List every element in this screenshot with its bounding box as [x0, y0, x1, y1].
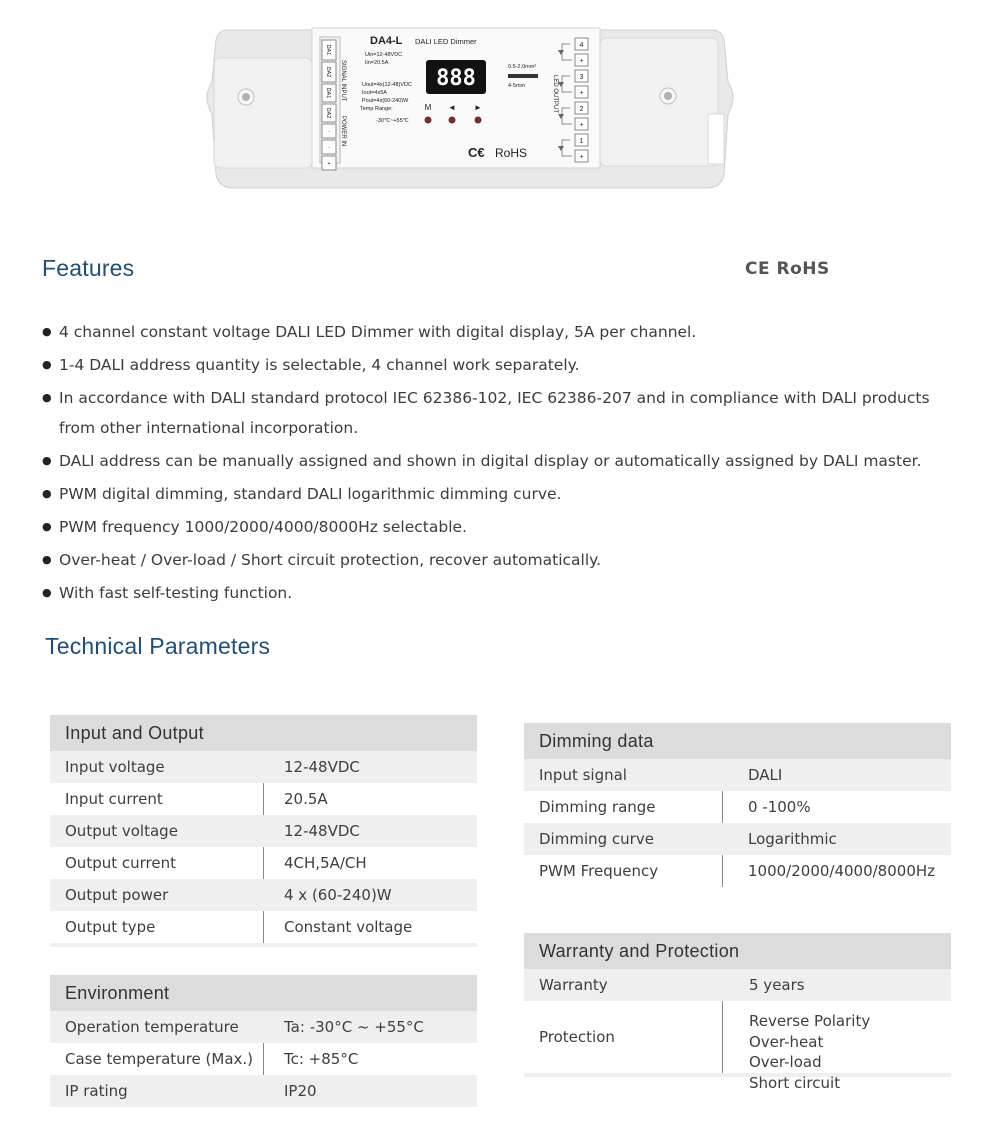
param-value: 4 x (60-240)W — [284, 886, 392, 904]
features-heading: Features — [42, 255, 135, 281]
display-digits: 888 — [436, 66, 476, 91]
param-name: Dimming range — [539, 798, 656, 816]
param-value: Constant voltage — [284, 918, 413, 936]
param-name: Protection — [539, 1028, 615, 1046]
param-name: Operation temperature — [65, 1018, 239, 1036]
param-name: Input current — [65, 790, 163, 808]
spec-line: Iin=20.5A — [365, 60, 389, 66]
output-terminal-label: 2 — [579, 106, 584, 113]
list-item: ● PWM frequency 1000/2000/4000/8000Hz selectable. — [42, 512, 962, 542]
output-terminal-label: 1 — [579, 138, 584, 145]
table-row — [524, 823, 951, 855]
environment-table — [50, 975, 477, 1107]
product-image — [200, 22, 740, 192]
technical-parameters-heading: Technical Parameters — [45, 633, 271, 659]
digital-display — [426, 60, 486, 94]
table-row — [50, 1075, 477, 1107]
spec-line: -30℃~+55℃ — [376, 118, 409, 124]
table-title: Warranty and Protection — [524, 933, 951, 969]
ce-rohs-label: CE RoHS — [745, 259, 830, 279]
param-value: 4CH,5A/CH — [284, 854, 367, 872]
list-item: Over-heat — [749, 1032, 824, 1051]
features-list — [42, 317, 962, 611]
output-terminal-label: 3 — [579, 74, 584, 81]
wire-icon — [508, 74, 538, 78]
spec-line: Temp Range: — [360, 106, 393, 112]
right-screw-icon — [660, 88, 676, 104]
param-name: Input voltage — [65, 758, 165, 776]
list-item: ● 4 channel constant voltage DALI LED Dimmer with digital display, 5A per channel. — [42, 317, 962, 347]
list-item: ● With fast self-testing function. — [42, 578, 962, 608]
param-name: Warranty — [539, 976, 608, 994]
output-terminal-label: + — [579, 154, 584, 161]
table-bottom-bar — [50, 943, 477, 947]
table-title: Environment — [50, 975, 477, 1011]
table-row — [524, 1001, 951, 1092]
input-output-table — [50, 715, 477, 947]
terminal-label: DA1 — [325, 44, 331, 56]
param-value: Tc: +85°C — [284, 1050, 359, 1068]
output-terminal-label: + — [579, 122, 584, 129]
param-value — [749, 1011, 870, 1093]
output-terminal-label: + — [579, 90, 584, 97]
device-button-label: ◄ — [448, 103, 456, 112]
table-row — [50, 1011, 477, 1043]
list-item: ● In accordance with DALI standard protocol IEC 62386-102, IEC 62386-207 and in compliance with DALI products from other international incorporation. — [42, 383, 962, 443]
table-row — [50, 1043, 477, 1075]
spec-line: Uin=12-48VDC — [365, 52, 403, 58]
wire-strip-label: 4-5mm — [508, 83, 526, 89]
device-name: DALI LED Dimmer — [415, 37, 477, 46]
param-name: Dimming curve — [539, 830, 654, 848]
terminal-label: DA2 — [325, 66, 331, 78]
list-item: ● PWM digital dimming, standard DALI logarithmic dimming curve. — [42, 479, 962, 509]
wire-gauge-label: 0.5-2.0mm² — [508, 64, 537, 70]
param-name: PWM Frequency — [539, 862, 659, 880]
param-value: 12-48VDC — [284, 758, 360, 776]
table-row — [50, 911, 477, 943]
power-in-label: POWER IN — [340, 116, 346, 147]
table-row — [524, 791, 951, 823]
device-button-label: ► — [474, 103, 482, 112]
device-rohs-mark: RoHS — [495, 146, 528, 160]
param-value: IP20 — [284, 1082, 317, 1100]
spec-line: Uout=4x(12-48)VDC — [362, 82, 412, 88]
param-name: Output power — [65, 886, 169, 904]
param-value: Ta: -30°C ~ +55°C — [284, 1018, 424, 1036]
param-value: 12-48VDC — [284, 822, 360, 840]
table-row — [50, 751, 477, 783]
param-value: 5 years — [749, 976, 805, 994]
output-terminal-label: + — [579, 58, 584, 65]
list-item: ● Over-heat / Over-load / Short circuit protection, recover automatically. — [42, 545, 962, 575]
terminal-label: + — [327, 161, 331, 167]
spec-line: Iout=4x5A — [362, 90, 387, 96]
list-item: Reverse Polarity — [749, 1012, 871, 1030]
param-value: DALI — [748, 766, 783, 784]
device-button — [475, 117, 482, 124]
device-button — [449, 117, 456, 124]
output-terminal-label: 4 — [579, 42, 584, 49]
device-ce-mark: C€ — [468, 145, 485, 160]
led-output-label: LED OUTPUT — [552, 75, 558, 114]
device-model: DA4-L — [370, 35, 403, 47]
param-value: 1000/2000/4000/8000Hz — [748, 862, 936, 880]
param-value: 0 -100% — [748, 798, 811, 816]
terminal-label: DA2 — [325, 107, 331, 119]
table-row — [524, 759, 951, 791]
table-row — [50, 847, 477, 879]
param-value: Logarithmic — [748, 830, 837, 848]
spec-line: Pout=4x(60-240)W — [362, 98, 409, 104]
param-name: Case temperature (Max.) — [65, 1050, 254, 1068]
dimming-data-table — [524, 723, 951, 887]
signal-input-label: SIGNAL INPUT — [340, 60, 346, 102]
table-bottom-bar — [524, 1073, 951, 1077]
param-name: Output current — [65, 854, 176, 872]
list-item: ● DALI address can be manually assigned and shown in digital display or automatically assigned by DALI master. — [42, 446, 962, 476]
param-value: 20.5A — [284, 790, 328, 808]
table-row — [524, 855, 951, 887]
device-button-label: M — [424, 103, 432, 112]
table-row — [524, 969, 951, 1001]
param-name: Output voltage — [65, 822, 178, 840]
param-name: IP rating — [65, 1082, 128, 1100]
terminal-label: - — [328, 129, 330, 135]
list-item: ● 1-4 DALI address quantity is selectable, 4 channel work separately. — [42, 350, 962, 380]
terminal-label: - — [328, 145, 330, 151]
terminal-label: DA1 — [325, 87, 331, 99]
table-row — [50, 815, 477, 847]
warranty-protection-table — [524, 933, 951, 1092]
param-name: Output type — [65, 918, 156, 936]
param-name: Input signal — [539, 766, 627, 784]
protection-list — [749, 1011, 870, 1093]
table-row — [50, 879, 477, 911]
table-title: Input and Output — [50, 715, 477, 751]
list-item: Over-load — [749, 1053, 822, 1071]
left-screw-icon — [238, 89, 254, 105]
table-row — [50, 783, 477, 815]
list-item: Short circuit — [749, 1073, 841, 1092]
table-title: Dimming data — [524, 723, 951, 759]
device-button — [425, 117, 432, 124]
